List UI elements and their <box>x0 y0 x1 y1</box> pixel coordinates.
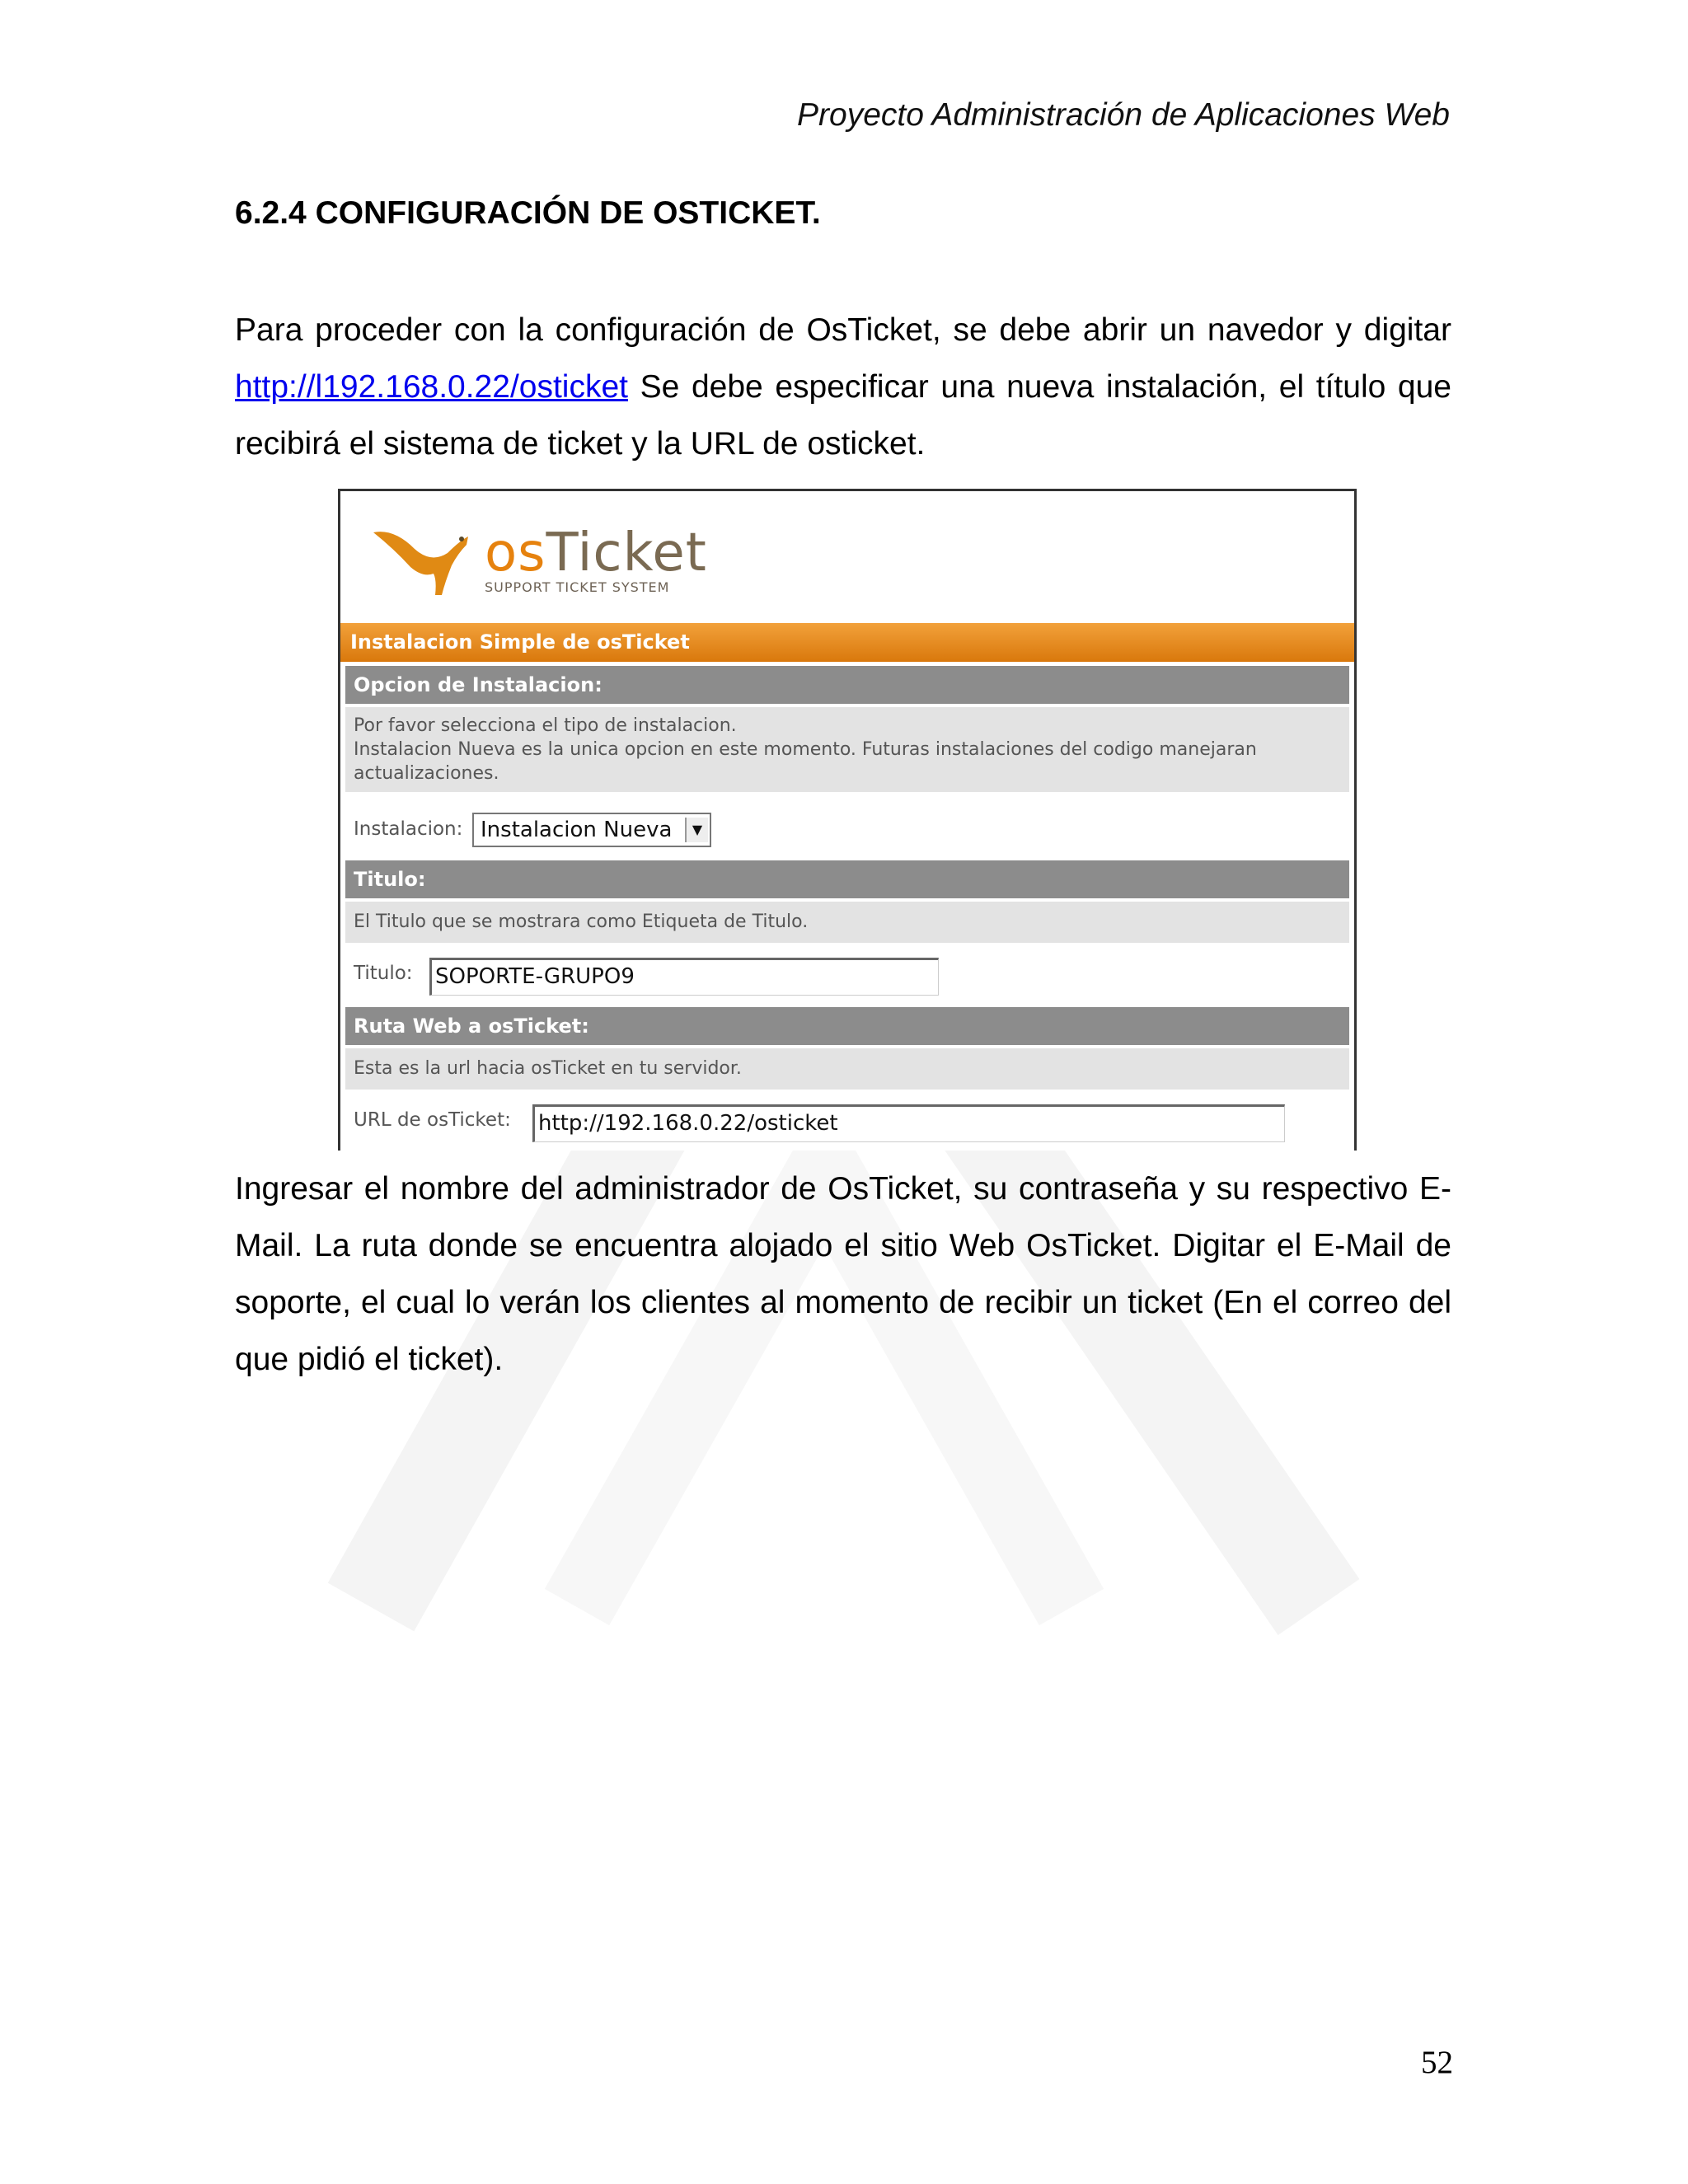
install-label: Instalacion: <box>354 818 463 840</box>
install-desc-line2: Instalacion Nueva es la unica opcion en este momento. Futuras instalaciones del codigo manejaran <box>354 739 1257 760</box>
title-section-description: El Titulo que se mostrara como Etiqueta de Titulo. <box>345 902 1349 943</box>
url-section-description: Esta es la url hacia osTicket en tu servidor. <box>345 1048 1349 1090</box>
section-heading: 6.2.4 CONFIGURACIÓN DE OSTICKET. <box>235 195 821 231</box>
url-input[interactable]: http://192.168.0.22/osticket <box>532 1104 1285 1142</box>
logo-subtitle: SUPPORT TICKET SYSTEM <box>485 579 670 595</box>
install-option-description <box>345 707 1349 792</box>
title-label: Titulo: <box>354 963 413 984</box>
title-input[interactable]: SOPORTE-GRUPO9 <box>429 958 939 996</box>
install-type-select[interactable] <box>472 813 711 847</box>
title-section-header: Titulo: <box>345 860 1349 898</box>
logo-ticket: Ticket <box>546 523 707 583</box>
install-banner: Instalacion Simple de osTicket <box>340 623 1354 662</box>
logo-os: os <box>485 523 546 583</box>
osticket-install-screenshot <box>338 489 1357 1151</box>
kangaroo-icon <box>369 516 476 598</box>
install-option-header: Opcion de Instalacion: <box>345 666 1349 704</box>
intro-text-after: Se debe especificar una nueva instalación, el título que recibirá el sistema de ticket y la URL de osticket. <box>235 369 1451 462</box>
url-label: URL de osTicket: <box>354 1109 511 1131</box>
page-number: 52 <box>1421 2045 1453 2080</box>
admin-paragraph: Ingresar el nombre del administrador de OsTicket, su contraseña y su respectivo E-Mail. La ruta donde se encuentra alojado el sitio Web OsTicket. Digitar el E-Mail de soporte, el cual lo verán los clientes al momento de recibir un ticket (En el correo del que pidió el ticket). <box>235 1171 1451 1377</box>
install-type-value: Instalacion Nueva <box>481 818 673 842</box>
page-header: Proyecto Administración de Aplicaciones Web <box>797 97 1450 133</box>
chevron-down-icon[interactable]: ▼ <box>685 818 708 842</box>
install-desc-line3: actualizaciones. <box>354 763 499 784</box>
logo-text <box>485 523 707 583</box>
url-section-header: Ruta Web a osTicket: <box>345 1007 1349 1045</box>
intro-text-before: Para proceder con la configuración de OsTicket, se debe abrir un navedor y digitar <box>235 312 1451 348</box>
intro-paragraph <box>235 302 1451 472</box>
osticket-logo <box>340 491 1354 623</box>
install-desc-line1: Por favor selecciona el tipo de instalacion. <box>354 715 737 736</box>
osticket-link[interactable]: http://l192.168.0.22/osticket <box>235 369 628 405</box>
